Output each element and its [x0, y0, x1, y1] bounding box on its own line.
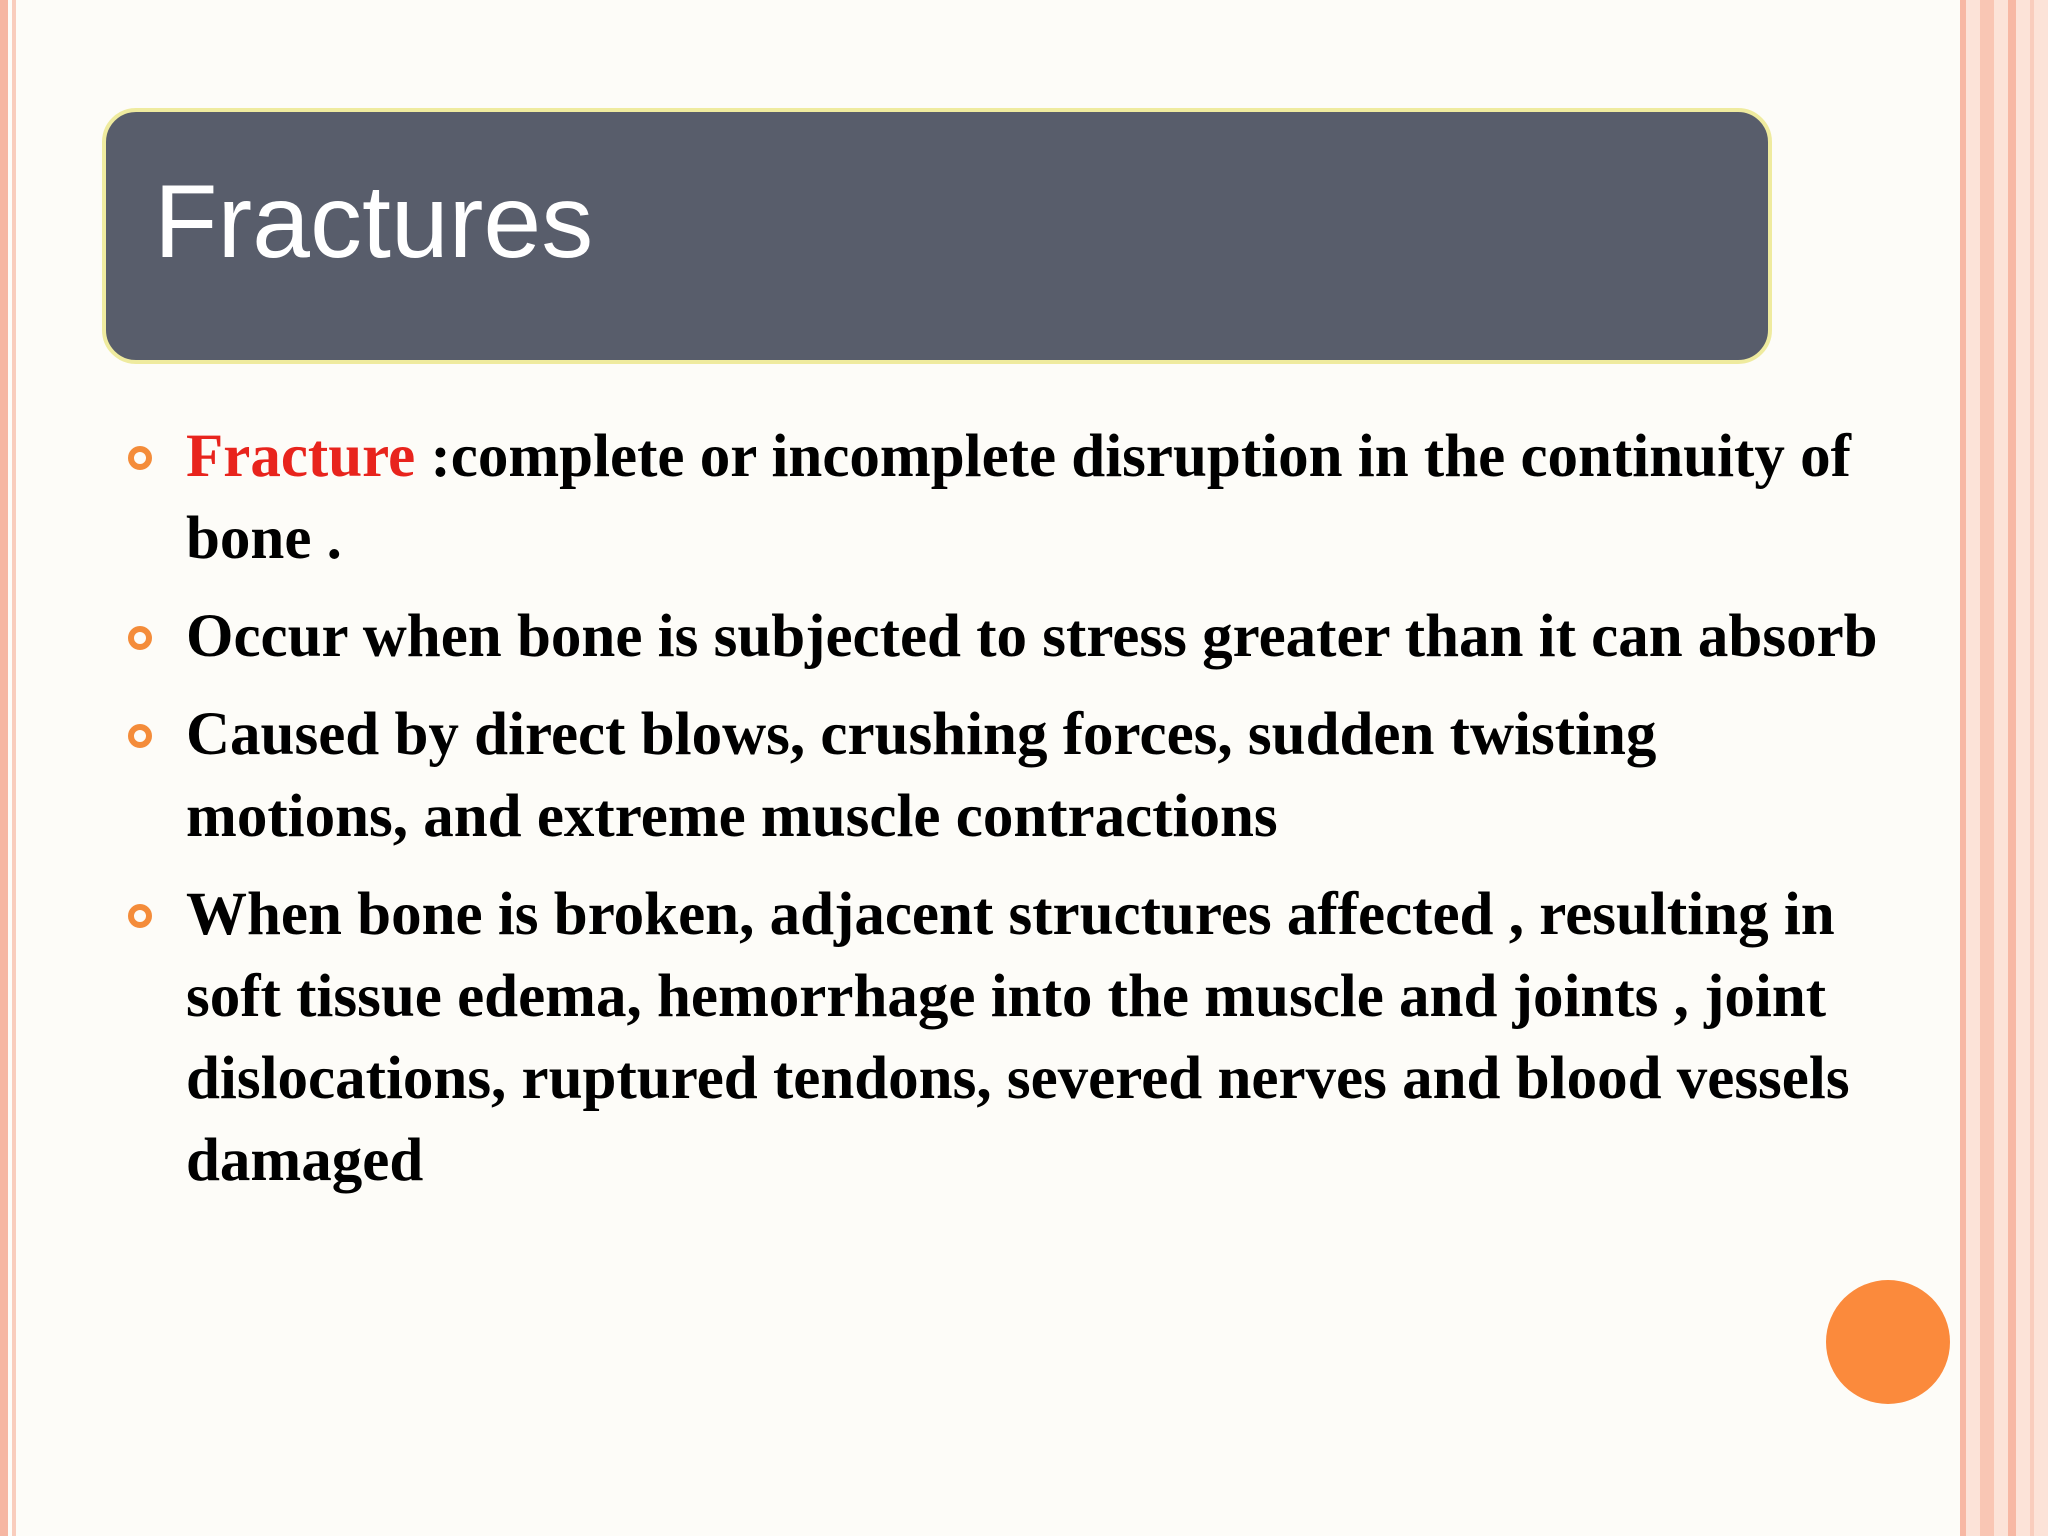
- right-border-band: [1960, 0, 2048, 1536]
- left-border-stripe: [0, 0, 8, 1536]
- right-border-line: [1980, 0, 1994, 1536]
- right-border-line: [2030, 0, 2034, 1536]
- bullet-text: Caused by direct blows, crushing forces, sudden twisting motions, and extreme muscle contractions: [186, 701, 1657, 850]
- right-border-line: [2008, 0, 2016, 1536]
- bullet-text: When bone is broken, adjacent structures affected , resulting in soft tissue edema, hemorrhage into the muscle and joints , joint dislocations, ruptured tendons, severed nerves and blood vessels damaged: [186, 881, 1850, 1194]
- term-highlight: Fracture: [186, 423, 416, 490]
- hollow-circle-bullet-icon: [128, 724, 152, 748]
- title-banner: [102, 108, 1772, 364]
- right-border-line: [1960, 0, 1966, 1536]
- bullet-text: :complete or incomplete disruption in the continuity of bone .: [186, 423, 1851, 572]
- bullet-item: [128, 596, 1888, 678]
- bullet-text: Occur when bone is subjected to stress greater than it can absorb: [186, 603, 1878, 670]
- bullet-item: [128, 694, 1888, 858]
- left-border-stripe-thin: [12, 0, 16, 1536]
- bullet-item: [128, 416, 1888, 580]
- slide-title: Fractures: [154, 164, 594, 280]
- hollow-circle-bullet-icon: [128, 446, 152, 470]
- orange-circle-decoration: [1826, 1280, 1950, 1404]
- hollow-circle-bullet-icon: [128, 626, 152, 650]
- bullet-item: [128, 874, 1888, 1202]
- bullet-list: [128, 416, 1888, 1218]
- hollow-circle-bullet-icon: [128, 904, 152, 928]
